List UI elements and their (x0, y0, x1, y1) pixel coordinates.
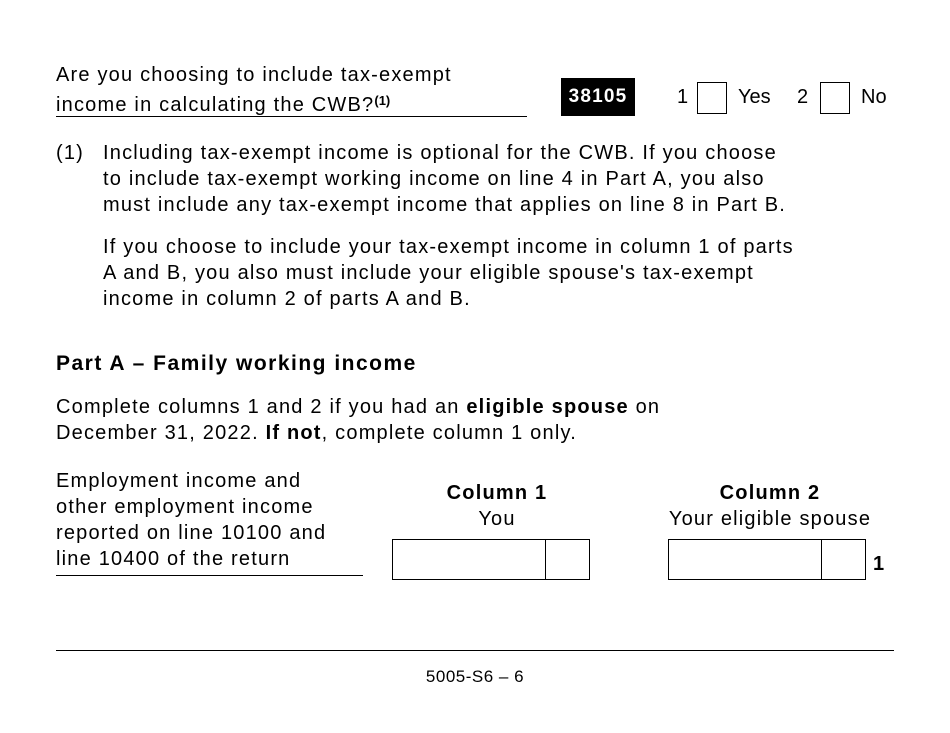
column-1-header (392, 480, 602, 532)
employment-income-label (56, 468, 366, 572)
footnote-p2-line-3: income in column 2 of parts A and B. (103, 288, 471, 310)
footnote-p1-line-1: Including tax-exempt income is optional for the CWB. If you choose (103, 142, 777, 164)
footnote-paragraph-2 (103, 234, 913, 312)
column-2-amount-field[interactable] (668, 539, 866, 580)
part-a-instructions (56, 394, 836, 446)
option-yes-number: 1 (677, 86, 689, 108)
footer-rule (56, 650, 894, 651)
employment-income-underline (56, 575, 363, 576)
cents-divider (821, 540, 822, 579)
cents-divider (545, 540, 546, 579)
column-1-title: Column 1 (446, 482, 548, 504)
part-a-title: Part A – Family working income (56, 352, 417, 375)
form-page-id: 5005-S6 – 6 (425, 667, 525, 686)
yes-checkbox[interactable] (697, 82, 727, 114)
footnote-p2-line-2: A and B, you also must include your eligible spouse's tax-exempt (103, 262, 754, 284)
cwb-question (56, 62, 452, 118)
line-number-1: 1 (873, 553, 885, 575)
emp-line-1: Employment income and (56, 470, 302, 492)
option-no-label: No (861, 86, 887, 108)
column-2-header (650, 480, 890, 532)
question-underline (56, 116, 527, 117)
instr-text-f: , complete column 1 only. (321, 422, 577, 444)
field-code-38105: 38105 (561, 78, 635, 116)
footnote-p2-line-1: If you choose to include your tax-exempt income in column 1 of parts (103, 236, 794, 258)
question-line-2 (56, 88, 452, 118)
instr-eligible-spouse: eligible spouse (466, 396, 629, 418)
question-line-2-text: income in calculating the CWB? (56, 94, 375, 116)
instructions-line-1 (56, 394, 836, 420)
column-1-subtitle: You (478, 508, 516, 530)
column-1-amount-field[interactable] (392, 539, 590, 580)
footnote-p1-line-3: must include any tax-exempt income that applies on line 8 in Part B. (103, 194, 787, 216)
footnote-paragraph-1 (103, 140, 903, 218)
footnote-p1-line-2: to include tax-exempt working income on line 4 in Part A, you also (103, 168, 765, 190)
no-checkbox[interactable] (820, 82, 850, 114)
instr-if-not: If not (265, 422, 322, 444)
option-yes-label: Yes (738, 86, 771, 108)
column-2-subtitle: Your eligible spouse (668, 508, 872, 530)
column-2-title: Column 2 (719, 482, 821, 504)
emp-line-4: line 10400 of the return (56, 548, 291, 570)
instr-text-a: Complete columns 1 and 2 if you had an (56, 396, 467, 418)
emp-line-2: other employment income (56, 496, 314, 518)
question-line-1: Are you choosing to include tax-exempt (56, 64, 452, 86)
emp-line-3: reported on line 10100 and (56, 522, 327, 544)
instructions-line-2 (56, 420, 836, 446)
instr-text-d: December 31, 2022. (56, 422, 266, 444)
option-no-number: 2 (797, 86, 809, 108)
footnote-ref: (1) (374, 93, 391, 108)
footnote-marker: (1) (56, 142, 85, 164)
instr-text-c: on (628, 396, 661, 418)
